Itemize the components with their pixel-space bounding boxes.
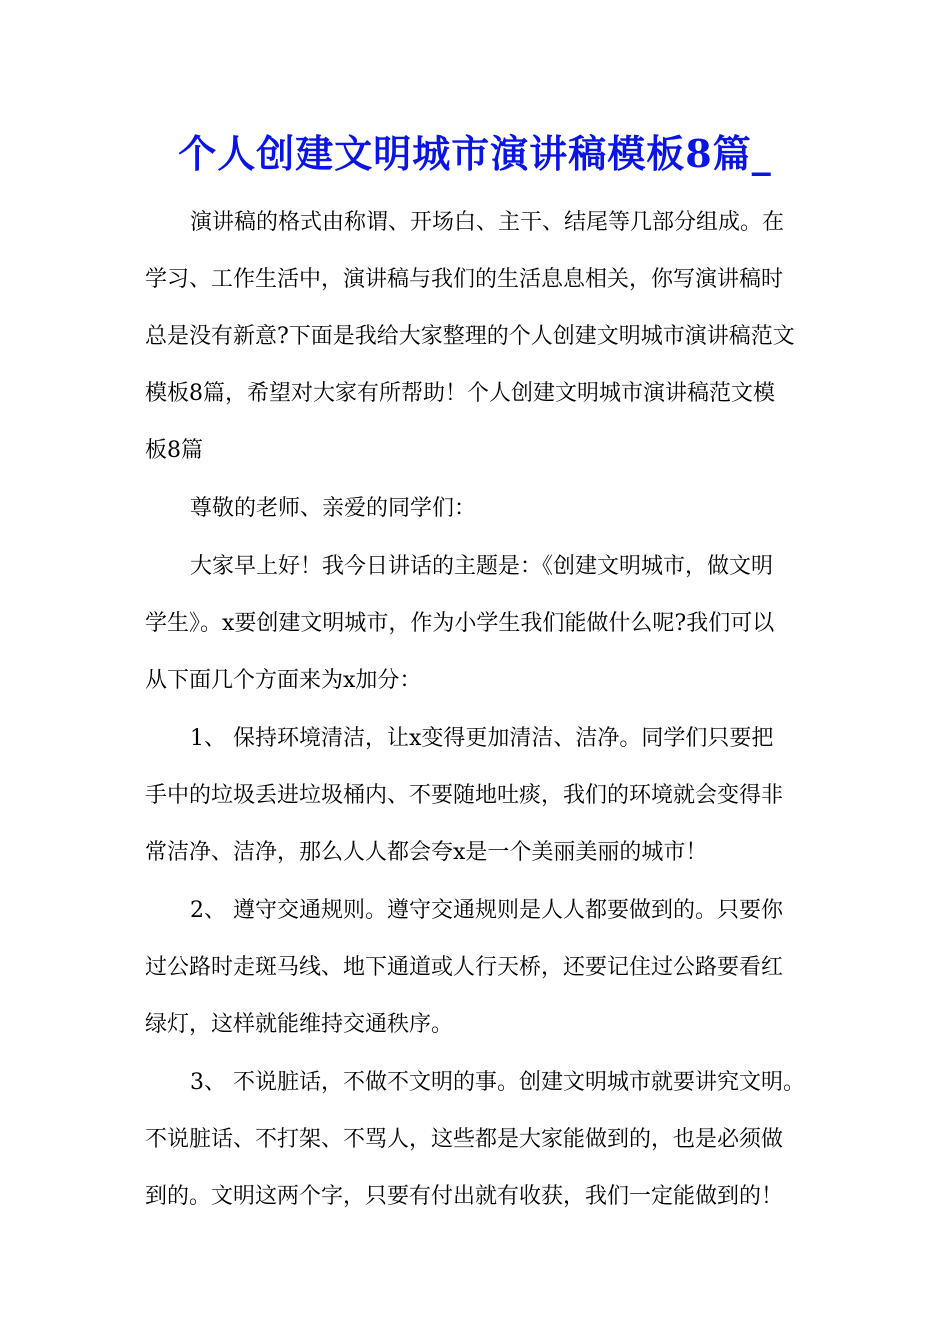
- body-line: 总是没有新意?下面是我给大家整理的个人创建文明城市演讲稿范文: [145, 324, 795, 349]
- body-line: 学习、工作生活中，演讲稿与我们的生活息息相关，你写演讲稿时: [145, 267, 784, 292]
- body-line: 板8篇: [145, 438, 203, 463]
- body-line: 过公路时走斑马线、地下通道或人行天桥，还要记住过公路要看红: [145, 955, 784, 980]
- body-line: 手中的垃圾丢进垃圾桶内、不要随地吐痰，我们的环境就会变得非: [145, 783, 784, 808]
- body-line: 绿灯，这样就能维持交通秩序。: [145, 1012, 454, 1037]
- body-line: 从下面几个方面来为x加分：: [145, 668, 422, 693]
- body-line: 2、 遵守交通规则。遵守交通规则是人人都要做到的。只要你: [190, 898, 783, 923]
- body-line: 尊敬的老师、亲爱的同学们：: [190, 496, 477, 521]
- body-line: 不说脏话、不打架、不骂人，这些都是大家能做到的，也是必须做: [145, 1127, 784, 1152]
- document-title: 个人创建文明城市演讲稿模板8篇_: [178, 131, 772, 176]
- body-line: 演讲稿的格式由称谓、开场白、主干、结尾等几部分组成。在: [190, 210, 785, 235]
- body-line: 大家早上好！我今日讲话的主题是：《创建文明城市，做文明: [190, 554, 774, 579]
- body-line: 到的。文明这两个字，只要有付出就有收获，我们一定能做到的！: [145, 1184, 784, 1209]
- body-line: 模板8篇，希望对大家有所帮助！个人创建文明城市演讲稿范文模: [145, 381, 775, 406]
- body-line: 学生》。x要创建文明城市，作为小学生我们能做什么呢?我们可以: [145, 611, 775, 636]
- body-line: 3、 不说脏话，不做不文明的事。创建文明城市就要讲究文明。: [190, 1070, 805, 1095]
- body-line: 1、 保持环境清洁，让x变得更加清洁、洁净。同学们只要把: [190, 726, 774, 751]
- body-line: 常洁净、洁净，那么人人都会夸x是一个美丽美丽的城市！: [145, 840, 708, 865]
